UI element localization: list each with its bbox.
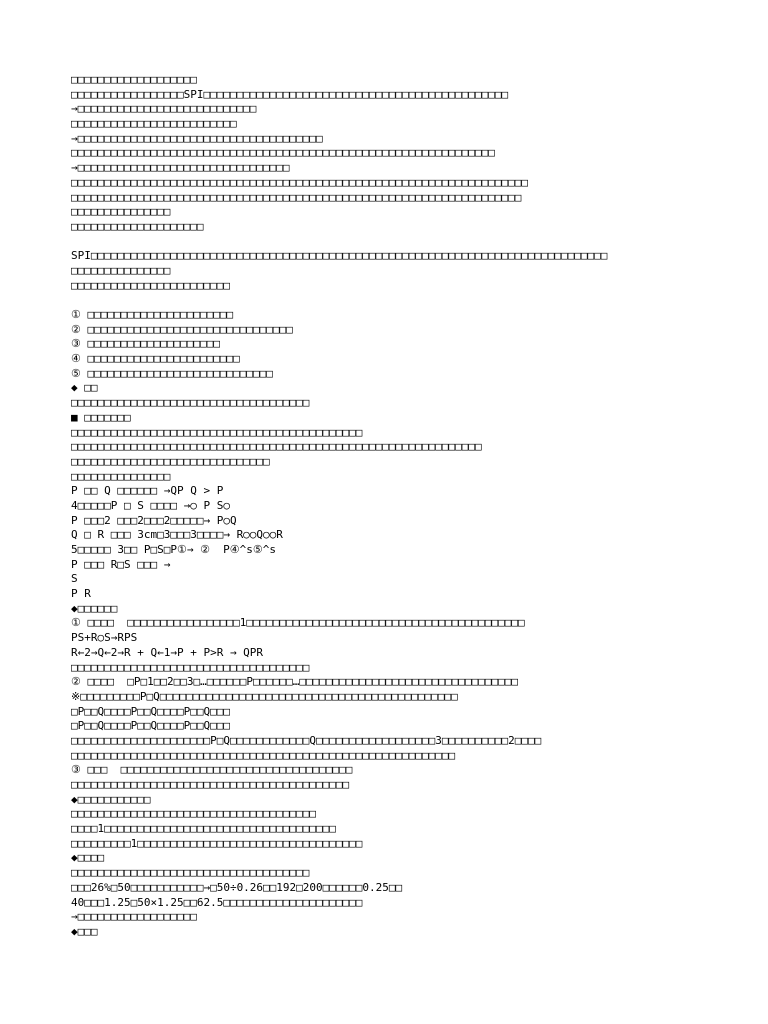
text-line: Q □ R □□□ 3cm□3□□□3□□□□→ R○○Q○○R bbox=[71, 528, 283, 542]
text-line: →□□□□□□□□□□□□□□□□□□□□□□□□□□□ bbox=[71, 102, 257, 116]
text-line: ◆□□□ bbox=[71, 924, 98, 938]
text-line: □□□□□□□□□□□□□□□□□□□□□P□Q□□□□□□□□□□□□Q□□□□□□□□□□□□□□□□□□3□□□□□□□□□□2□□□□ bbox=[71, 733, 542, 747]
text-line: □□□□□□□□□□□□□□□□□□□□□□□□□□□□□□□□□□□□□□□□□□□□□□□□□□□□□□□□□□ bbox=[71, 748, 456, 762]
text-line: □□□□□□□□□□□□□□□□□□□□□□□□□□□□□□□□□□□□ bbox=[71, 866, 310, 880]
text-line: →□□□□□□□□□□□□□□□□□□□□□□□□□□□□□□□□□□□□□ bbox=[71, 131, 323, 145]
text-line: ① □□□□□□□□□□□□□□□□□□□□□□ bbox=[71, 308, 234, 321]
text-line: ② □□□□□□□□□□□□□□□□□□□□□□□□□□□□□□□ bbox=[71, 322, 293, 336]
text-line: □P□□Q□□□□P□□Q□□□□P□□Q□□□ bbox=[71, 719, 230, 733]
text-line: □□□□□□□□□□□□□□□□□□□□□□□□□□□□□□□□□□□□□□□□□□□□□□□□□□□□□□□□□□□□□□□□□□□□ bbox=[71, 190, 522, 204]
text-line: 4□□□□□P □ S □□□□ →○ P S○ bbox=[71, 498, 230, 512]
document-body bbox=[71, 73, 731, 940]
text-line: P R bbox=[71, 587, 91, 601]
text-line: □□□□□□□□□□□□□□□□□□□□□□□□□□□□□□□□□□□□□□□□□□□□□□□□□□□□□□□□□□□□□□□□ bbox=[71, 146, 495, 160]
text-line: →□□□□□□□□□□□□□□□□□□□□□□□□□□□□□□□□ bbox=[71, 161, 290, 175]
text-line: □□□□□□□□□□□□□□□□□□□ bbox=[71, 73, 197, 86]
text-line: □□□□□□□□□□□□□□□□□□□□□□□□□□□□□□□□□□□□□□□□□□□□□□□□□□□□□□□□□□□□□□□□□□□□□ bbox=[71, 175, 528, 189]
text-line: ② □□□□ □P□1□□2□□3□…□□□□□□P□□□□□□…□□□□□□□□□□□□□□□□□□□□□□□□□□□□□□□□□ bbox=[71, 675, 518, 689]
text-line: □□□□□□□□□□□□□□□□□□□□□□□□□□□□□□□□□□□□□□□□□□□□□□□□□□□□□□□□□□□□□□ bbox=[71, 440, 482, 454]
text-line: □□□□□□□□□□□□□□□□□□□□□□□□□□□□□□ bbox=[71, 454, 270, 468]
text-line: ⑤ □□□□□□□□□□□□□□□□□□□□□□□□□□□□ bbox=[71, 366, 273, 380]
text-line: □□□□□□□□□□□□□□□□□SPI□□□□□□□□□□□□□□□□□□□□□□□□□□□□□□□□□□□□□□□□□□□□□□ bbox=[71, 87, 509, 101]
text-line: ◆□□□□ bbox=[71, 851, 105, 865]
text-line: □□□□□□□□□□□□□□□□□□□□□□□□□ bbox=[71, 117, 237, 131]
text-line: □□□□□□□□□1□□□□□□□□□□□□□□□□□□□□□□□□□□□□□□□□□□ bbox=[71, 836, 363, 850]
text-line: □□□□□□□□□□□□□□□□□□□□ bbox=[71, 219, 204, 233]
text-line: P □□ Q □□□□□□ →QP Q > P bbox=[71, 484, 224, 498]
text-line: R←2→Q←2→R + Q←1→P + P>R → QPR bbox=[71, 645, 264, 659]
text-line: ◆□□□□□□□□□□□ bbox=[71, 792, 151, 806]
text-line: ① □□□□ □□□□□□□□□□□□□□□□□1□□□□□□□□□□□□□□□□□□□□□□□□□□□□□□□□□□□□□□□□□□ bbox=[71, 616, 525, 630]
text-line: □□□□□□□□□□□□□□□□□□□□□□□□□□□□□□□□□□□□ bbox=[71, 660, 310, 674]
text-line: □□□□□□□□□□□□□□□□□□□□□□□□□□□□□□□□□□□□□□□□□□□□ bbox=[71, 425, 363, 439]
text-line: □P□□Q□□□□P□□Q□□□□P□□Q□□□ bbox=[71, 704, 230, 718]
paragraph-gap bbox=[71, 235, 731, 250]
text-line: ■ □□□□□□□ bbox=[71, 410, 131, 424]
text-line: ③ □□□□□□□□□□□□□□□□□□□□ bbox=[71, 337, 220, 351]
text-line: □□□□□□□□□□□□□□□ bbox=[71, 205, 171, 219]
text-line: □□□□□□□□□□□□□□□□□□□□□□□□□□□□□□□□□□□□ bbox=[71, 396, 310, 410]
text-line: □□□□□□□□□□□□□□□ bbox=[71, 263, 171, 277]
text-line: ※□□□□□□□□□P□Q□□□□□□□□□□□□□□□□□□□□□□□□□□□□□□□□□□□□□□□□□□□□□ bbox=[71, 689, 458, 703]
paragraph-gap bbox=[71, 293, 731, 308]
text-line: P □□□2 □□□2□□□2□□□□□→ P○Q bbox=[71, 513, 237, 527]
text-line: □□□□□□□□□□□□□□□□□□□□□□□□□□□□□□□□□□□□□□□□□□ bbox=[71, 778, 350, 791]
text-line: P □□□ R□S □□□ → bbox=[71, 557, 171, 571]
text-line: □□□□□□□□□□□□□□□□□□□□□□□□ bbox=[71, 278, 230, 292]
text-line: ③ □□□ □□□□□□□□□□□□□□□□□□□□□□□□□□□□□□□□□□□ bbox=[71, 763, 353, 777]
text-line: 40□□□1.25□50×1.25□□62.5□□□□□□□□□□□□□□□□□□□□□ bbox=[71, 895, 363, 909]
text-line: □□□□□□□□□□□□□□□□□□□□□□□□□□□□□□□□□□□□□ bbox=[71, 807, 317, 821]
text-line: 5□□□□□ 3□□ P□S□P①→ ② P④^s⑤^s bbox=[71, 543, 277, 556]
text-line: →□□□□□□□□□□□□□□□□□□ bbox=[71, 910, 197, 924]
text-line: SPI□□□□□□□□□□□□□□□□□□□□□□□□□□□□□□□□□□□□□□□□□□□□□□□□□□□□□□□□□□□□□□□□□□□□□□□□□□□□□□ bbox=[71, 249, 608, 263]
text-line: ◆□□□□□□ bbox=[71, 601, 118, 615]
text-line: S bbox=[71, 572, 78, 586]
text-line: □□□□1□□□□□□□□□□□□□□□□□□□□□□□□□□□□□□□□□□□ bbox=[71, 822, 336, 836]
text-line: ◆ □□ bbox=[71, 381, 98, 395]
text-line: ④ □□□□□□□□□□□□□□□□□□□□□□□ bbox=[71, 352, 240, 366]
text-line: PS+R○S→RPS bbox=[71, 631, 138, 645]
text-line: □□□□□□□□□□□□□□□ bbox=[71, 469, 171, 483]
text-line: □□□26%□50□□□□□□□□□□□→□50÷0.26□□192□200□□□□□□0.25□□ bbox=[71, 880, 403, 894]
